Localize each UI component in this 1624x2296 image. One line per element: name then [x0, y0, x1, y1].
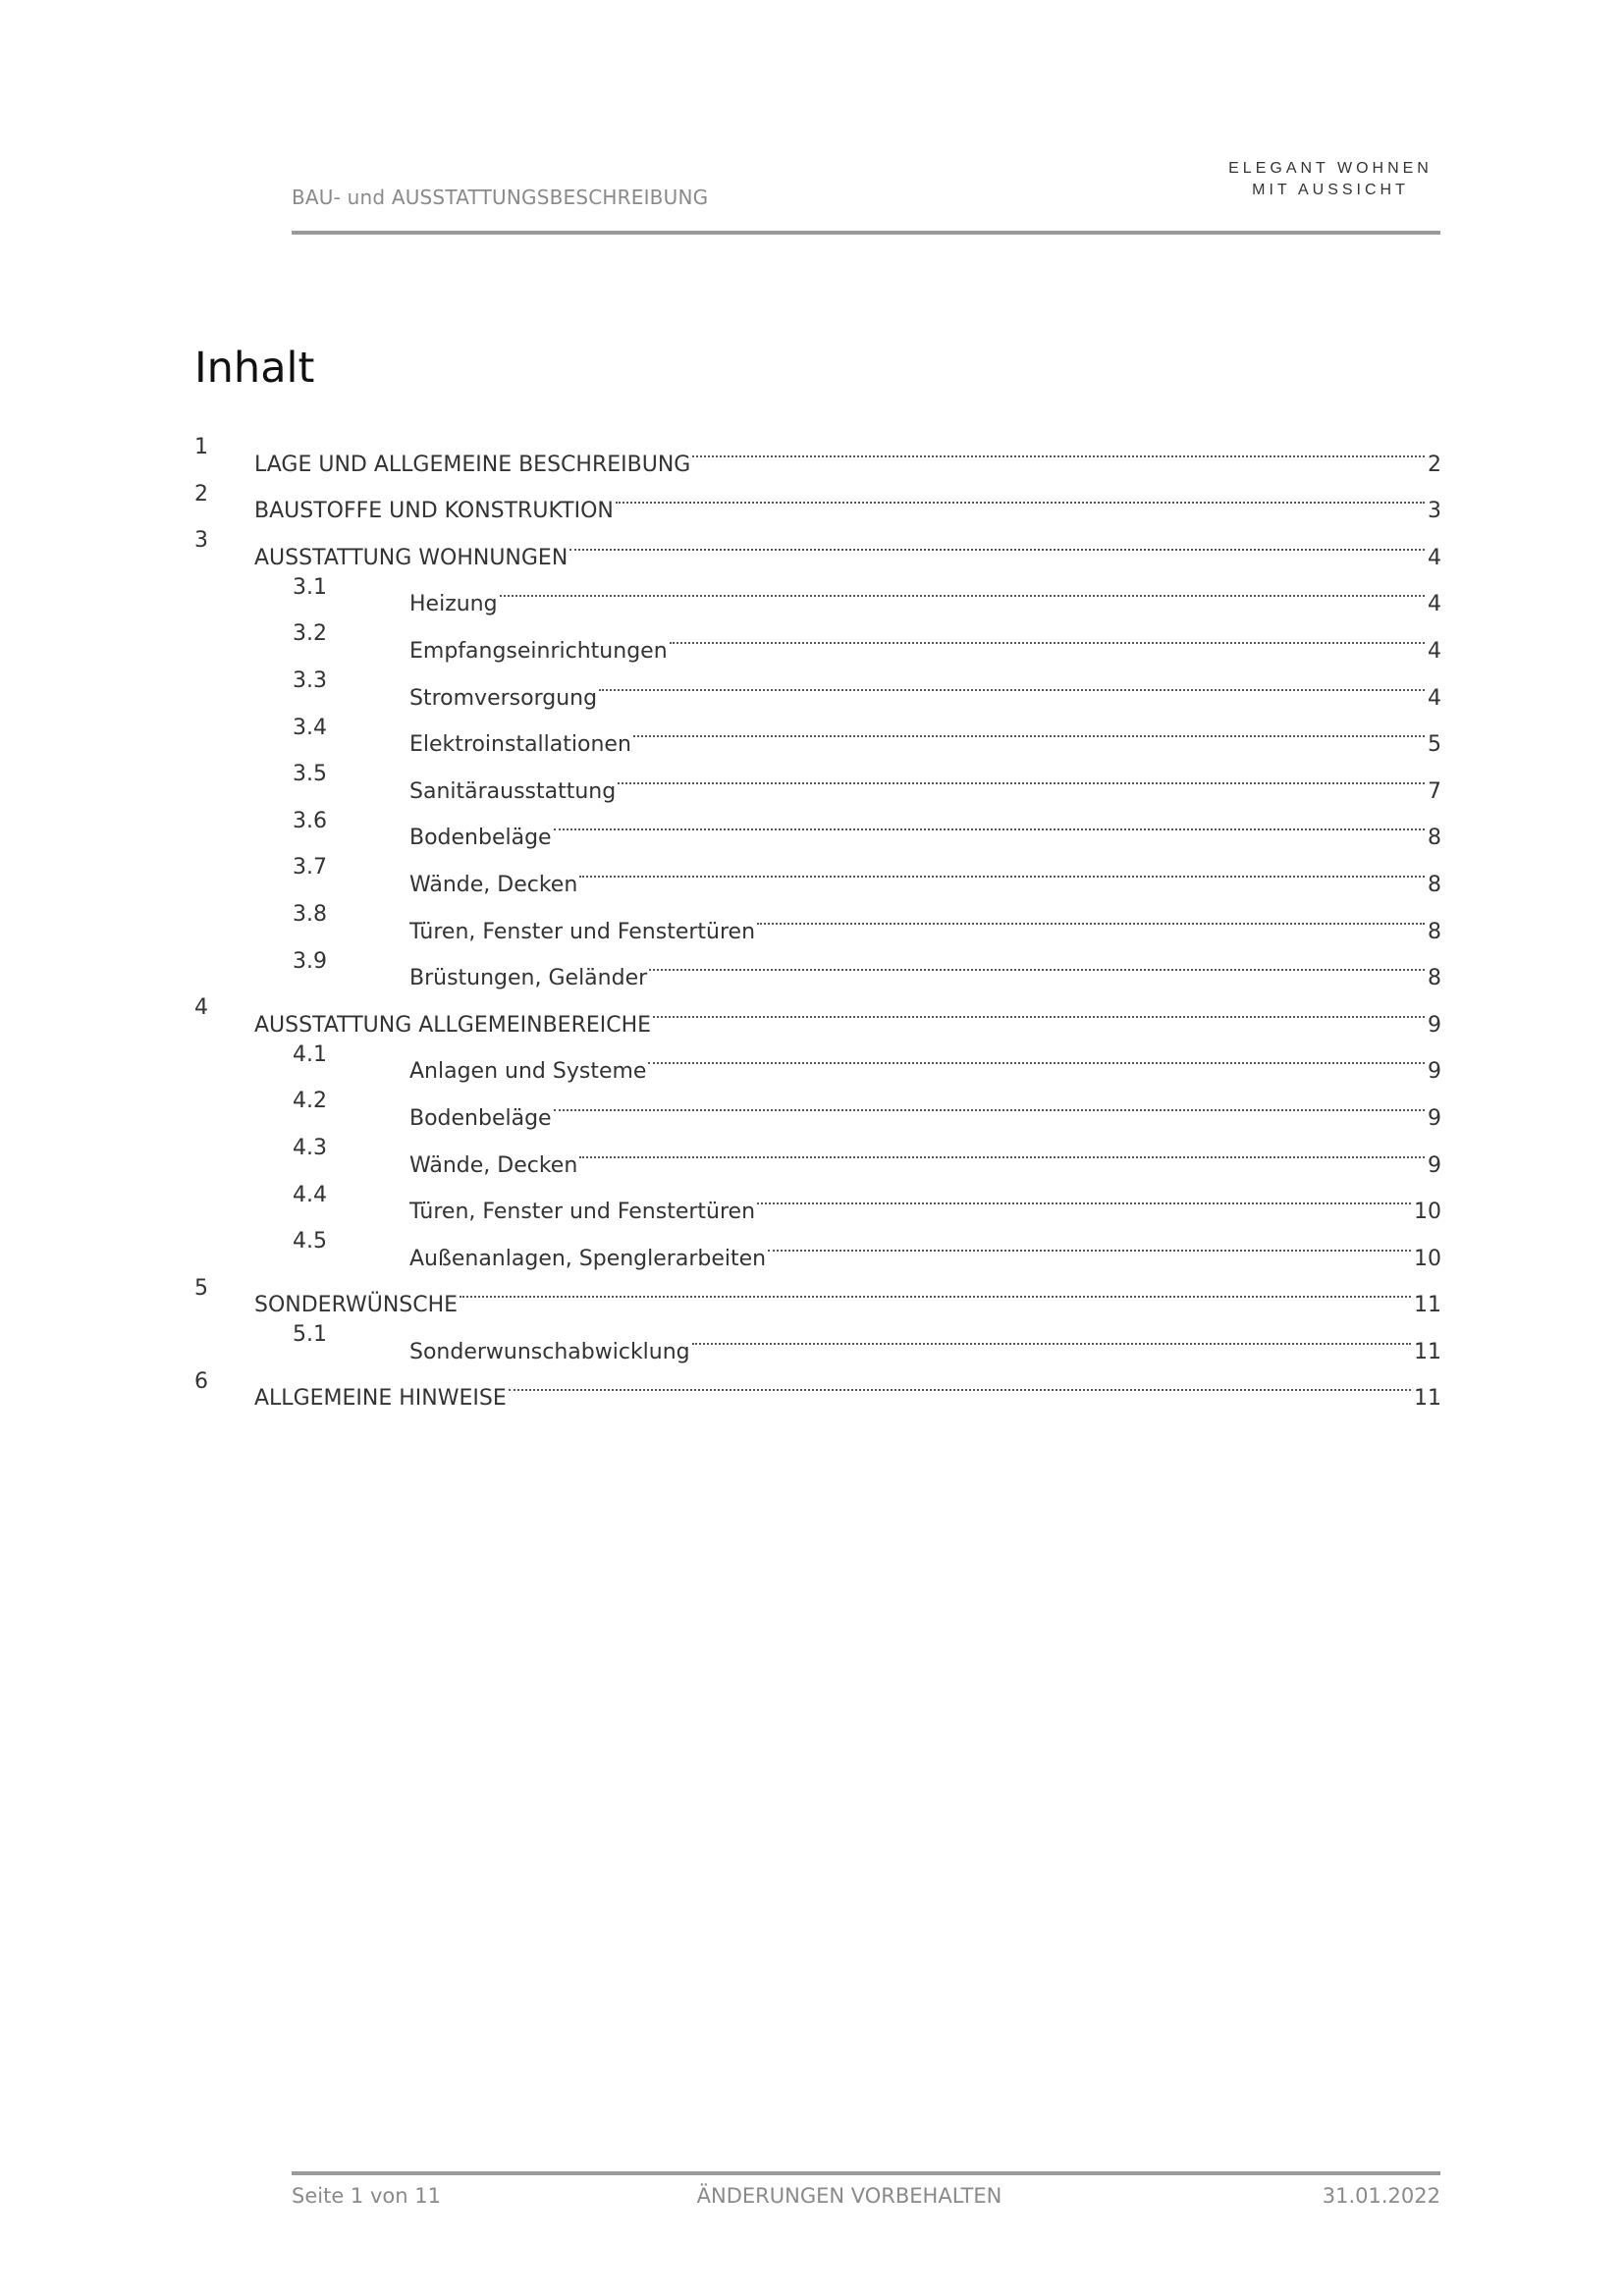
toc-entry[interactable] — [194, 564, 1441, 617]
toc-entry-number: 3.7 — [293, 855, 327, 881]
toc-entry-number: 4.4 — [293, 1182, 327, 1207]
toc-dot-leader — [579, 1125, 1425, 1172]
toc-entry[interactable] — [194, 798, 1441, 851]
toc-entry-title: Bodenbeläge — [409, 1105, 552, 1131]
toc-dot-leader — [768, 1218, 1411, 1265]
toc-entry-number: 3.5 — [293, 762, 327, 787]
toc-entry-title: AUSSTATTUNG ALLGEMEINBEREICHE — [254, 1012, 652, 1038]
toc-entry-page: 2 — [1428, 452, 1441, 477]
toc-dot-leader — [618, 751, 1425, 798]
toc-entry[interactable] — [194, 1125, 1441, 1178]
toc-entry-title: Außenanlagen, Spenglerarbeiten — [409, 1246, 767, 1271]
toc-entry-title: LAGE UND ALLGEMEINE BESCHREIBUNG — [254, 452, 691, 477]
toc-entry[interactable] — [194, 517, 1441, 570]
toc-entry[interactable] — [194, 844, 1441, 897]
toc-entry-number: 5.1 — [293, 1322, 327, 1348]
toc-dot-leader — [579, 844, 1425, 891]
toc-entry-page: 11 — [1414, 1339, 1441, 1364]
logo-line-1: ELEGANT WOHNEN — [1228, 160, 1433, 177]
toc-entry[interactable] — [194, 658, 1441, 711]
toc-entry-title: Wände, Decken — [409, 872, 578, 897]
toc-entry-page: 8 — [1428, 919, 1441, 944]
toc-dot-leader — [616, 471, 1425, 518]
toc-entry-page: 9 — [1428, 1105, 1441, 1131]
toc-dot-leader — [648, 1032, 1425, 1079]
document-title: BAU- und AUSSTATTUNGSBESCHREIBUNG — [292, 186, 709, 209]
logo-line-2: MIT AUSSICHT — [1252, 182, 1409, 198]
toc-entry-number: 1 — [194, 435, 208, 459]
table-of-contents — [194, 424, 1441, 1412]
toc-entry[interactable] — [194, 1265, 1441, 1318]
footer-date: 31.01.2022 — [1322, 2184, 1440, 2208]
header-divider — [292, 231, 1440, 235]
toc-entry-title: Bodenbeläge — [409, 826, 552, 851]
toc-entry-page: 9 — [1428, 1152, 1441, 1178]
toc-entry-number: 3.4 — [293, 715, 327, 740]
toc-entry-number: 4 — [194, 995, 208, 1021]
toc-entry[interactable] — [194, 424, 1441, 477]
toc-entry[interactable] — [194, 1172, 1441, 1225]
toc-entry-page: 8 — [1428, 826, 1441, 851]
toc-dot-leader — [649, 938, 1425, 986]
toc-dot-leader — [670, 611, 1425, 658]
toc-dot-leader — [757, 1172, 1411, 1219]
toc-entry-page: 8 — [1428, 966, 1441, 991]
toc-entry[interactable] — [194, 938, 1441, 991]
footer-notice: ÄNDERUNGEN VORBEHALTEN — [696, 2184, 1002, 2208]
toc-entry[interactable] — [194, 1218, 1441, 1271]
toc-entry-number: 6 — [194, 1368, 208, 1394]
toc-entry-title: SONDERWÜNSCHE — [254, 1293, 459, 1318]
logo — [1208, 158, 1453, 201]
toc-entry[interactable] — [194, 891, 1441, 944]
toc-entry-number: 4.1 — [293, 1041, 327, 1067]
toc-entry[interactable] — [194, 471, 1441, 524]
toc-entry-number: 3.1 — [293, 574, 327, 600]
toc-entry-page: 10 — [1414, 1200, 1441, 1225]
toc-entry-title: Sonderwunschabwicklung — [409, 1339, 690, 1364]
toc-entry-number: 3.6 — [293, 808, 327, 833]
toc-entry-page: 9 — [1428, 1059, 1441, 1085]
toc-dot-leader — [599, 658, 1425, 705]
toc-entry[interactable] — [194, 1359, 1441, 1412]
toc-entry[interactable] — [194, 751, 1441, 804]
toc-dot-leader — [509, 1359, 1411, 1406]
toc-entry-title: ALLGEMEINE HINWEISE — [254, 1386, 507, 1412]
toc-entry-page: 4 — [1428, 638, 1441, 664]
toc-dot-leader — [460, 1265, 1411, 1312]
toc-entry-title: Brüstungen, Geländer — [409, 966, 648, 991]
toc-heading: Inhalt — [194, 344, 315, 393]
toc-entry[interactable] — [194, 1032, 1441, 1085]
toc-entry-title: AUSSTATTUNG WOHNUNGEN — [254, 545, 568, 570]
toc-dot-leader — [757, 891, 1425, 938]
toc-entry-number: 4.3 — [293, 1135, 327, 1160]
toc-dot-leader — [500, 564, 1425, 612]
toc-entry-page: 4 — [1428, 685, 1441, 711]
toc-entry-number: 4.2 — [293, 1089, 327, 1114]
toc-entry-page: 4 — [1428, 592, 1441, 617]
toc-entry-number: 3.2 — [293, 621, 327, 647]
page-number: Seite 1 von 11 — [292, 2184, 441, 2208]
toc-dot-leader — [692, 1311, 1411, 1359]
toc-entry-page: 5 — [1428, 732, 1441, 758]
toc-dot-leader — [554, 1078, 1425, 1125]
toc-entry-title: BAUSTOFFE UND KONSTRUKTION — [254, 499, 614, 524]
toc-entry-number: 4.5 — [293, 1229, 327, 1255]
toc-dot-leader — [569, 517, 1425, 564]
toc-entry-title: Stromversorgung — [409, 685, 598, 711]
toc-entry-page: 11 — [1414, 1386, 1441, 1412]
toc-entry-page: 10 — [1414, 1246, 1441, 1271]
toc-entry-title: Sanitärausstattung — [409, 778, 617, 804]
toc-entry[interactable] — [194, 611, 1441, 664]
toc-entry-number: 3.9 — [293, 948, 327, 974]
toc-entry-title: Anlagen und Systeme — [409, 1059, 647, 1085]
toc-entry-title: Heizung — [409, 592, 498, 617]
toc-entry-page: 9 — [1428, 1012, 1441, 1038]
toc-entry-page: 11 — [1414, 1293, 1441, 1318]
toc-entry-number: 5 — [194, 1275, 208, 1301]
toc-entry-title: Wände, Decken — [409, 1152, 578, 1178]
toc-entry-page: 8 — [1428, 872, 1441, 897]
toc-entry-page: 4 — [1428, 545, 1441, 570]
toc-entry-title: Türen, Fenster und Fenstertüren — [409, 919, 756, 944]
toc-entry-number: 2 — [194, 481, 208, 507]
toc-entry-number: 3.3 — [293, 667, 327, 693]
toc-entry[interactable] — [194, 985, 1441, 1038]
toc-dot-leader — [633, 705, 1425, 752]
toc-entry-number: 3 — [194, 528, 208, 554]
toc-entry[interactable] — [194, 1078, 1441, 1131]
toc-entry-page: 7 — [1428, 778, 1441, 804]
toc-entry[interactable] — [194, 705, 1441, 758]
toc-entry-number: 3.8 — [293, 901, 327, 927]
toc-entry-title: Empfangseinrichtungen — [409, 638, 668, 664]
toc-entry-page: 3 — [1428, 499, 1441, 524]
toc-dot-leader — [653, 985, 1425, 1032]
footer-divider — [292, 2171, 1440, 2175]
toc-entry-title: Elektroinstallationen — [409, 732, 631, 758]
toc-entry-title: Türen, Fenster und Fenstertüren — [409, 1200, 756, 1225]
toc-entry[interactable] — [194, 1311, 1441, 1364]
toc-dot-leader — [692, 424, 1425, 471]
toc-dot-leader — [554, 798, 1425, 845]
